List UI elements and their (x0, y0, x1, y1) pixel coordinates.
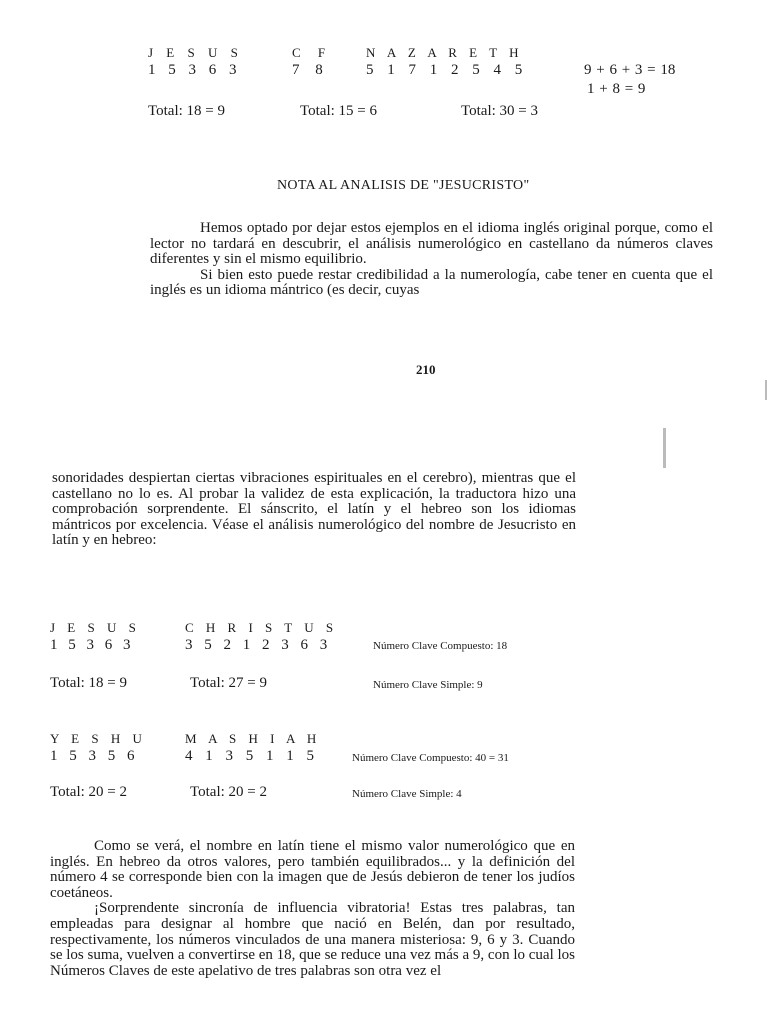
page-number: 210 (416, 362, 436, 377)
top-sum-line2: 1 + 8 = 9 (587, 81, 646, 97)
top-digits-jesus: 1 5 3 6 3 (148, 62, 237, 78)
top-word-jesus: J E S U S (148, 45, 238, 60)
top-word-cf: C F (292, 45, 326, 60)
hebrew-word-mashiah: M A S H I A H (185, 731, 317, 746)
latin-note-simple: Número Clave Simple: 9 (373, 679, 483, 691)
closing-paragraph (50, 839, 575, 979)
intro-paragraph (150, 221, 713, 299)
hebrew-note-compound: Número Clave Compuesto: 40 = 31 (352, 752, 509, 764)
latin-word-jesus: J E S U S (50, 620, 136, 635)
scan-edge-mark-right (765, 380, 767, 400)
closing-paragraph-2: ¡Sorprendente sincronía de influencia vibratoria! Estas tres palabras, tan empleadas para designar al hombre que nació en Belén, dan por resultado, respectivamente, los números vinculados de una manera misteriosa: 9, 6 y 3. Cuando se los suma, vuelven a convertirse en 18, que se reduce una vez más a 9, con lo cual los Números Claves de este apelativo de tres palabras son otra vez el (50, 900, 575, 979)
top-total-nazareth: Total: 30 = 3 (461, 103, 538, 119)
hebrew-total-mashiah: Total: 20 = 2 (190, 784, 267, 800)
hebrew-digits-mashiah: 4 1 3 5 1 1 5 (185, 748, 314, 764)
latin-note-compound: Número Clave Compuesto: 18 (373, 640, 508, 652)
latin-total-jesus: Total: 18 = 9 (50, 675, 127, 691)
hebrew-note-simple: Número Clave Simple: 4 (352, 788, 462, 800)
hebrew-word-yeshu: Y E S H U (50, 731, 142, 746)
latin-digits-christus: 3 5 2 1 2 3 6 3 (185, 637, 328, 653)
hebrew-digits-yeshu: 1 5 3 5 6 (50, 748, 135, 764)
top-digits-nazareth: 5 1 7 1 2 5 4 5 (366, 62, 523, 78)
top-total-cf: Total: 15 = 6 (300, 103, 377, 119)
mantric-paragraph: sonoridades despiertan ciertas vibraciones espirituales en el cerebro), mientras que el castellano no lo es. Al probar la validez de esta explicación, la traductora hizo una comprobación sorprendente. El sánscrito, el latín y el hebreo son los idiomas mántricos por excelencia. Véase el análisis numerológico del nombre de Jesucristo en latín y en hebreo: (52, 470, 576, 549)
top-sum-line1: 9 + 6 + 3 = 18 (584, 62, 676, 78)
closing-paragraph-1: Como se verá, el nombre en latín tiene el mismo valor numerológico que en inglés. En hebreo da otros valores, pero también equilibrados... y la definición del número 4 se corresponde bien con la imagen que de Jesús debieron de tener los judíos coetáneos. (50, 838, 575, 901)
top-word-nazareth: N A Z A R E T H (366, 45, 519, 60)
intro-paragraph-2: Si bien esto puede restar credibilidad a la numerología, cabe tener en cuenta que el inglés es un idioma mántrico (es decir, cuyas (150, 266, 713, 299)
latin-digits-jesus: 1 5 3 6 3 (50, 637, 131, 653)
hebrew-total-yeshu: Total: 20 = 2 (50, 784, 127, 800)
scan-edge-mark (663, 428, 666, 468)
latin-word-christus: C H R I S T U S (185, 620, 334, 635)
section-title: NOTA AL ANALISIS DE "JESUCRISTO" (277, 178, 530, 193)
intro-paragraph-1: Hemos optado por dejar estos ejemplos en el idioma inglés original porque, como el lector no tardará en descubrir, el análisis numerológico en castellano da números claves diferentes y sin el mismo equilibrio. (150, 220, 713, 268)
latin-total-christus: Total: 27 = 9 (190, 675, 267, 691)
top-digits-cf: 7 8 (292, 62, 323, 78)
top-total-jesus: Total: 18 = 9 (148, 103, 225, 119)
